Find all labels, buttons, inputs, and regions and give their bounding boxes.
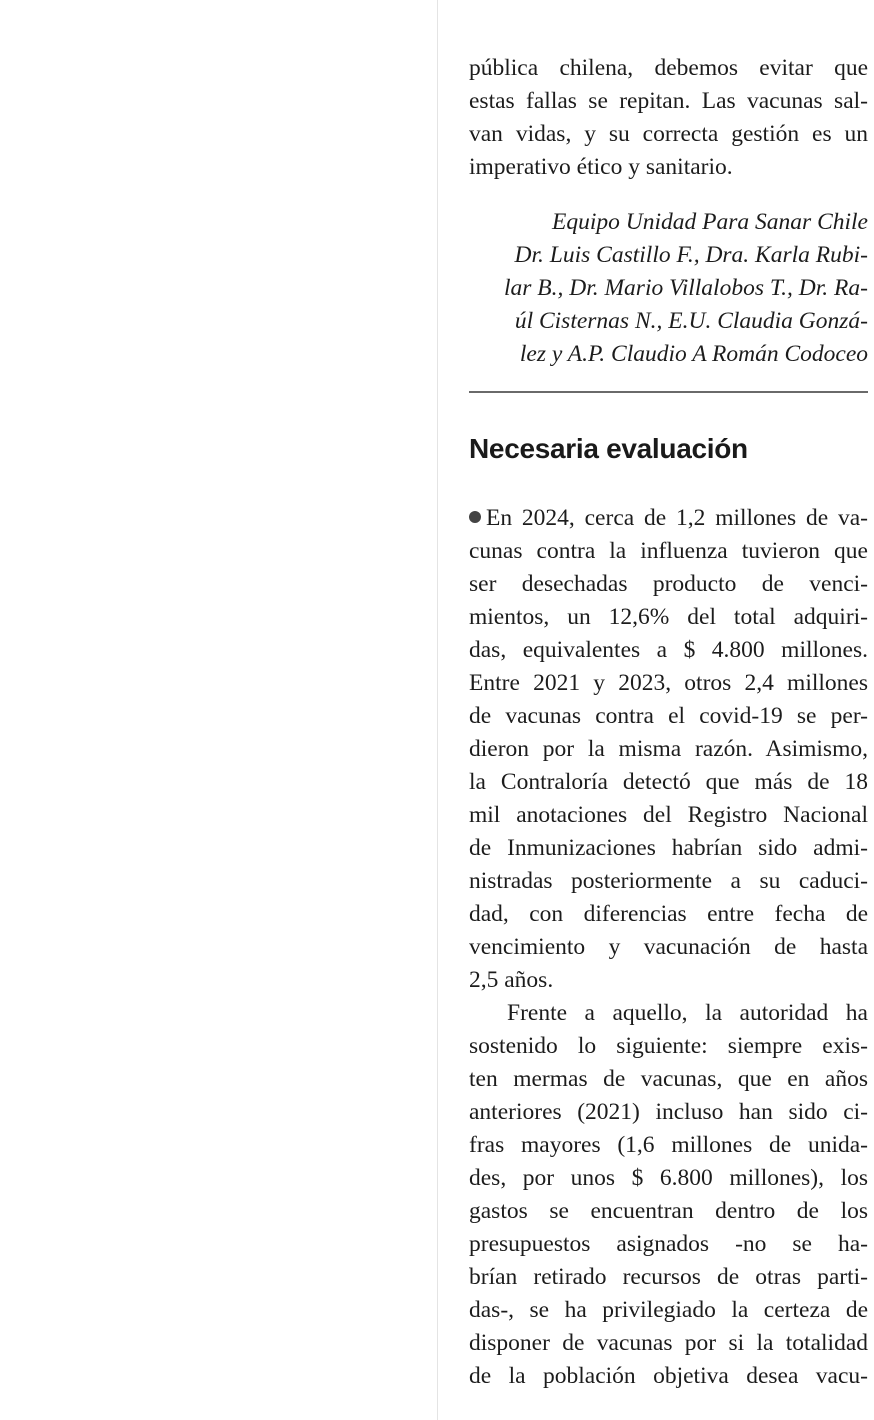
text-line: ser desechadas producto de venci- — [469, 571, 868, 597]
signature-line: Dr. Luis Castillo F., Dra. Karla Rubi- — [514, 242, 868, 268]
article-paragraph-2 — [469, 997, 868, 1393]
text-line: nistradas posteriormente a su caduci- — [469, 868, 868, 894]
text-line: gastos se encuentran dentro de los — [469, 1198, 868, 1224]
text-line: presupuestos asignados -no se ha- — [469, 1231, 868, 1257]
text-line: mil anotaciones del Registro Nacional — [469, 802, 868, 828]
intro-paragraph — [469, 52, 868, 184]
column-divider — [437, 0, 438, 1420]
text-line: das-, se ha privilegiado la certeza de — [469, 1297, 868, 1323]
text-line: disponer de vacunas por si la totalidad — [469, 1330, 868, 1356]
author-signature — [469, 206, 868, 371]
text-line: anteriores (2021) incluso han sido ci- — [469, 1099, 868, 1125]
text-line: dieron por la misma razón. Asimismo, — [469, 736, 868, 762]
text-line: van vidas, y su correcta gestión es un — [469, 121, 868, 147]
text-line: la Contraloría detectó que más de 18 — [469, 769, 868, 795]
text-line: cunas contra la influenza tuvieron que — [469, 538, 868, 564]
section-divider — [469, 391, 868, 393]
text-line: das, equivalentes a $ 4.800 millones. — [469, 637, 868, 663]
text-line: brían retirado recursos de otras parti- — [469, 1264, 868, 1290]
text-line: de Inmunizaciones habrían sido admi- — [469, 835, 868, 861]
text-line: mientos, un 12,6% del total adquiri- — [469, 604, 868, 630]
text-line: sostenido lo siguiente: siempre exis- — [469, 1033, 868, 1059]
article-paragraph-1 — [469, 502, 868, 997]
section-heading: Necesaria evaluación — [469, 433, 748, 464]
text-line: pública chilena, debemos evitar que — [469, 55, 868, 81]
text-line-content: En 2024, cerca de 1,2 millones de va- — [486, 505, 868, 531]
text-line: imperativo ético y sanitario. — [469, 154, 733, 180]
bullet-icon — [469, 511, 481, 523]
text-line: de la población objetiva desea vacu- — [469, 1363, 868, 1389]
text-line: Entre 2021 y 2023, otros 2,4 millones — [469, 670, 868, 696]
text-line — [469, 502, 868, 535]
signature-line: lez y A.P. Claudio A Román Codoceo — [519, 341, 868, 367]
signature-line: úl Cisternas N., E.U. Claudia Gonzá- — [514, 308, 868, 334]
text-line: 2,5 años. — [469, 967, 554, 993]
text-line: ten mermas de vacunas, que en años — [469, 1066, 868, 1092]
signature-line: lar B., Dr. Mario Villalobos T., Dr. Ra- — [503, 275, 868, 301]
text-line: vencimiento y vacunación de hasta — [469, 934, 868, 960]
text-line: estas fallas se repitan. Las vacunas sal- — [469, 88, 868, 114]
text-line: Frente a aquello, la autoridad ha — [507, 1000, 868, 1026]
text-line: dad, con diferencias entre fecha de — [469, 901, 868, 927]
text-line: fras mayores (1,6 millones de unida- — [469, 1132, 868, 1158]
text-line: des, por unos $ 6.800 millones), los — [469, 1165, 868, 1191]
article-column — [469, 52, 868, 1393]
signature-line: Equipo Unidad Para Sanar Chile — [552, 209, 868, 235]
text-line: de vacunas contra el covid-19 se per- — [469, 703, 868, 729]
